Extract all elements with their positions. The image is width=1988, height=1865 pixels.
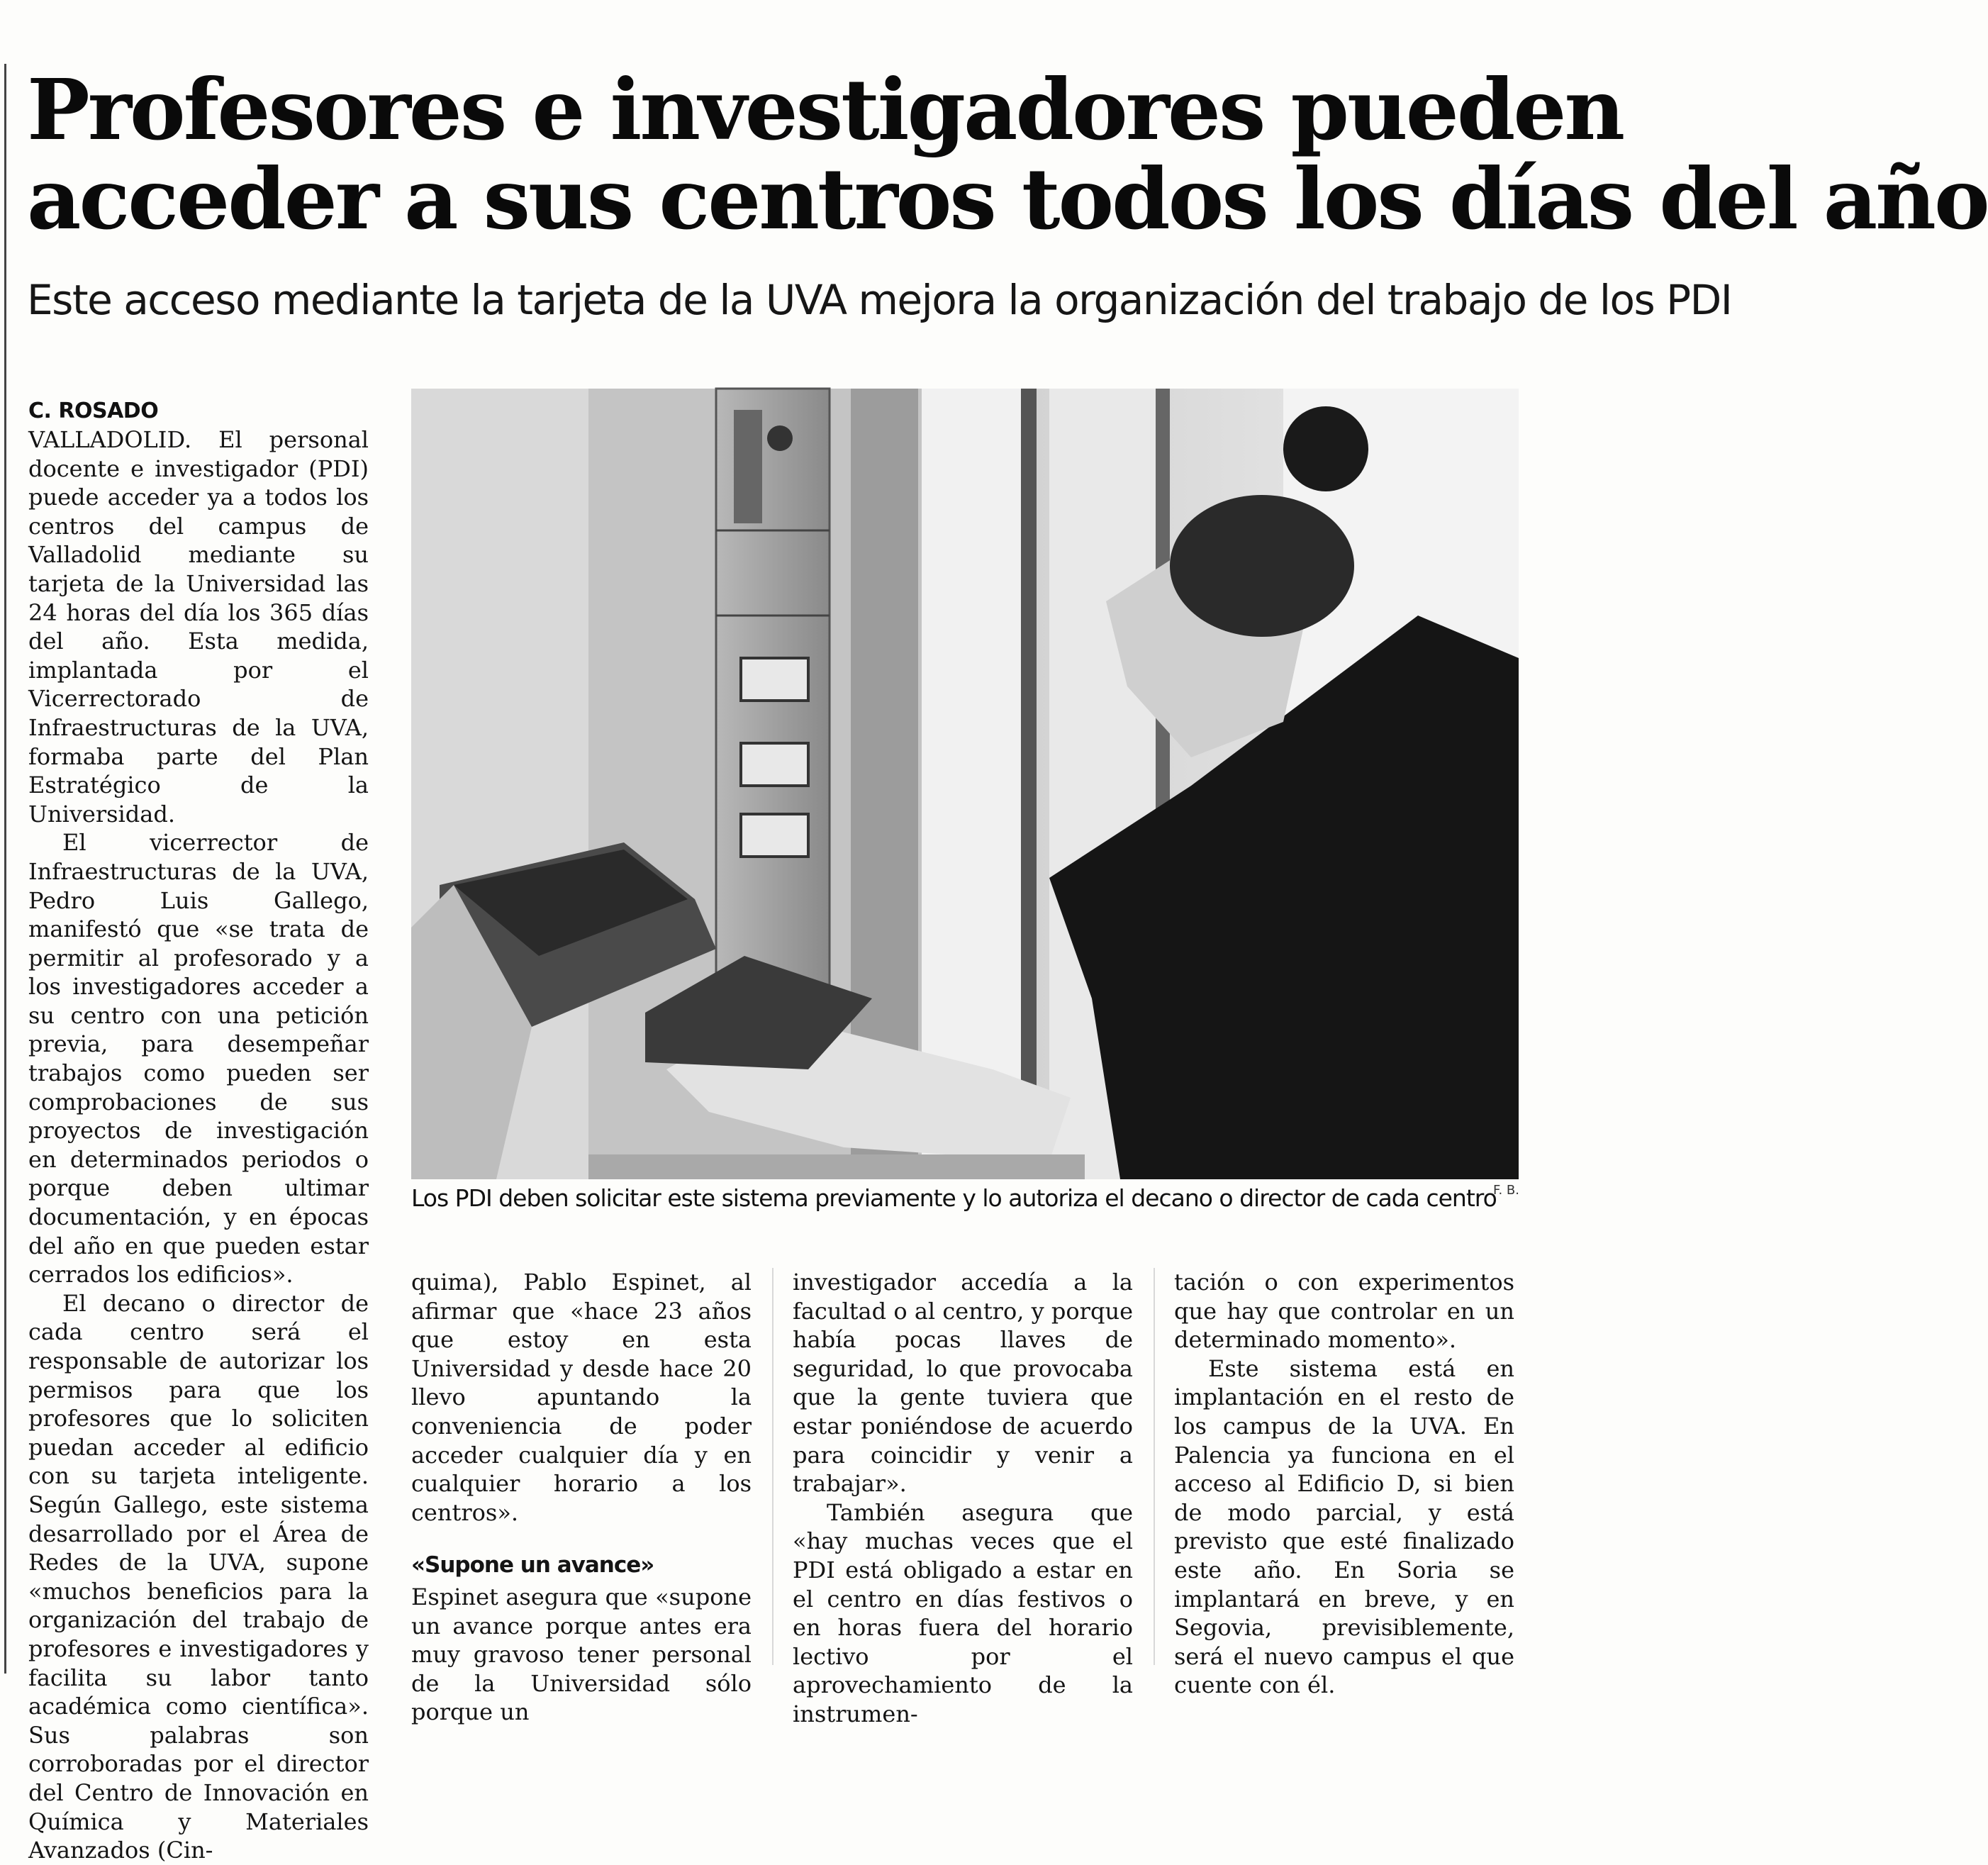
paragraph: Este sistema está en implantación en el resto de los campus de la UVA. En Palencia ya funciona en el acceso al Edificio D, si bien de modo parcial, y está previsto que esté finalizado este año. En Soria se implantará en breve, y en Segovia, previsiblemente, será el nuevo campus el que cuente con él. [1174, 1354, 1514, 1699]
paragraph: También asegura que «hay muchas veces que el PDI está obligado a estar en el centro en días festivos o en horas fuera del horario lectivo por el aprovechamiento de la instrumen- [793, 1498, 1133, 1727]
byline: C. ROSADO [28, 399, 159, 423]
paragraph: quima), Pablo Espinet, al afirmar que «hace 23 años que estoy en esta Universidad y desde hace 20 llevo apuntando la conveniencia de poder acceder cualquier día y en cualquier horario a los centros». [411, 1269, 752, 1526]
photo-credit: F. B. [1493, 1183, 1519, 1198]
text-column-2 [411, 1268, 752, 1727]
paragraph: El vicerrector de Infraestructuras de la UVA, Pedro Luis Gallego, manifestó que «se trata de permitir al profesorado y a los investigadores acceder a su centro con una petición previa, para desempeñar trabajos como pueden ser comprobaciones de sus proyectos de investigación en determinados periodos o porque deben ultimar documentación, y en épocas del año en que pueden estar cerrados los edificios». [28, 829, 369, 1288]
text-column-1 [28, 425, 369, 1865]
paragraph: El decano o director de cada centro será el responsable de autorizar los permisos para que los profesores que lo soliciten puedan acceder al edificio con su tarjeta inteligente. Según Gallego, este sistema desarrollado por el Área de Redes de la UVA, supone «muchos beneficios para la organización del trabajo de profesores e investigadores y facilita su labor tanto académica como científica». Sus palabras son corroboradas por el director del Centro de Innovación en Química y Materiales Avanzados (Cin- [28, 1289, 369, 1864]
text-column-3 [793, 1268, 1133, 1729]
column-separator [1154, 1268, 1155, 1665]
article-photo [411, 389, 1519, 1179]
subheadline: Este acceso mediante la tarjeta de la UVA mejora la organización del trabajo de los PDI [27, 276, 1732, 324]
paragraph: investigador accedía a la facultad o al centro, y porque había pocas llaves de seguridad, lo que provocaba que la gente tuviera que estar poniéndose de acuerdo para coincidir y venir a trabajar». [793, 1269, 1133, 1498]
text-column-4 [1174, 1268, 1514, 1700]
paragraph: tación o con experimentos que hay que controlar en un determinado momento». [1174, 1269, 1514, 1354]
column-separator [772, 1268, 774, 1665]
paragraph: VALLADOLID. El personal docente e investigador (PDI) puede acceder ya a todos los centros del campus de Valladolid mediante su tarjeta de la Universidad las 24 horas del día los 365 días del año. Esta medida, implantada por el Vicerrectorado de Infraestructuras de la UVA, formaba parte del Plan Estratégico de la Universidad. [28, 426, 369, 828]
headline-line-2: acceder a sus centros todos los días del año [27, 150, 1988, 248]
photo-caption: Los PDI deben solicitar este sistema previamente y lo autoriza el decano o director de cada centro [411, 1184, 1497, 1212]
headline-line-1: Profesores e investigadores pueden [27, 60, 1624, 159]
photo-illustration [411, 389, 1519, 1179]
paragraph: Espinet asegura que «supone un avance porque antes era muy gravoso tener personal de la Universidad sólo porque un [411, 1583, 752, 1726]
section-subtitle: «Supone un avance» [411, 1552, 654, 1579]
headline [27, 60, 1988, 248]
left-column-rule [4, 64, 6, 1674]
